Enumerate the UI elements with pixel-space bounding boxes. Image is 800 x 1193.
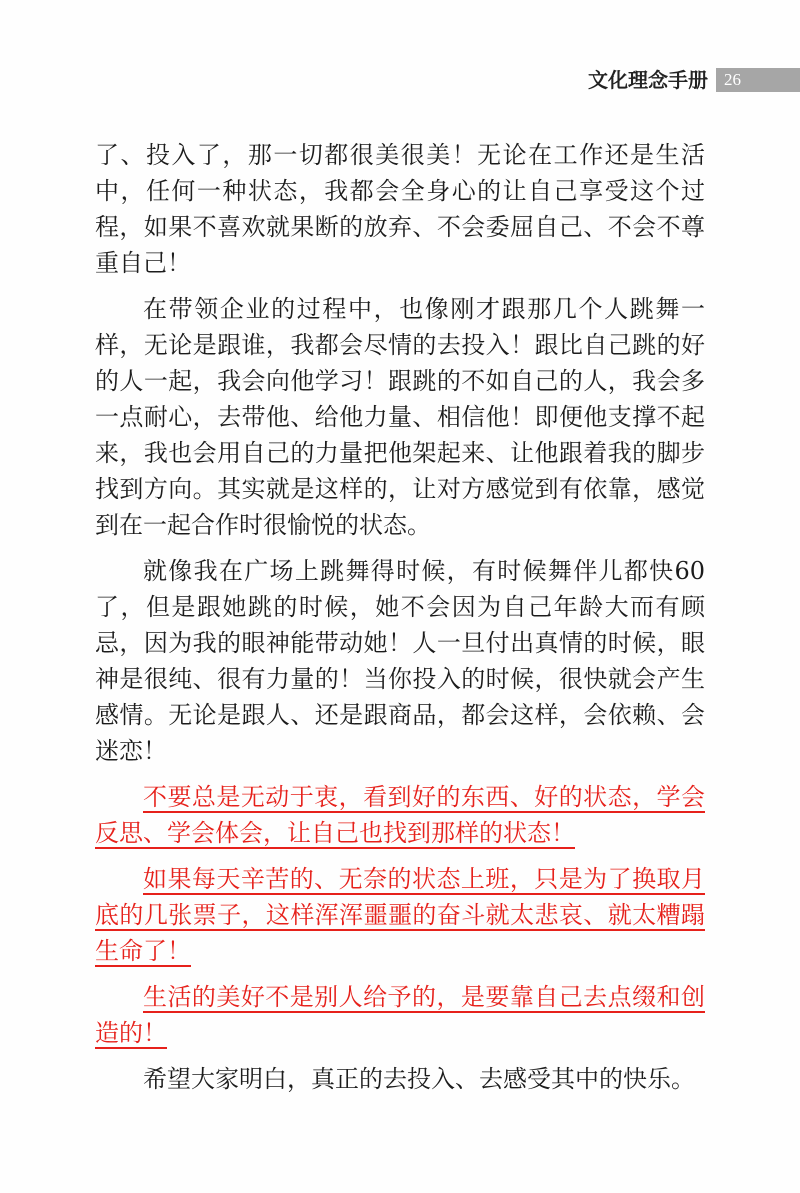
text-line: 的人一起，我会向他学习！跟跳的不如自己的人，我会多 — [95, 367, 705, 395]
paragraph — [95, 1061, 705, 1097]
emphasis-line: 生命了！ — [95, 937, 191, 965]
body-text — [95, 137, 705, 1097]
page-number: 26 — [716, 68, 800, 92]
emphasis-paragraph — [95, 779, 705, 851]
emphasis-paragraph — [95, 861, 705, 969]
text-line: 到在一起合作时很愉悦的状态。 — [95, 511, 431, 539]
text-line: 了、投入了，那一切都很美很美！无论在工作还是生活 — [95, 141, 705, 169]
emphasis-paragraph — [95, 979, 705, 1051]
text-line: 来，我也会用自己的力量把他架起来、让他跟着我的脚步 — [95, 439, 705, 467]
emphasis-line: 反思、学会体会，让自己也找到那样的状态！ — [95, 819, 575, 847]
emphasis-line: 造的！ — [95, 1019, 167, 1047]
paragraph — [95, 137, 705, 281]
text-line: 中，任何一种状态，我都会全身心的让自己享受这个过 — [95, 177, 705, 205]
paragraph — [95, 553, 705, 769]
text-line: 感情。无论是跟人、还是跟商品，都会这样，会依赖、会 — [95, 701, 705, 729]
emphasis-line: 不要总是无动于衷，看到好的东西、好的状态，学会 — [143, 783, 705, 811]
running-header — [0, 68, 800, 92]
text-line: 就像我在广场上跳舞得时候，有时候舞伴儿都快60 — [143, 557, 705, 585]
text-line: 了，但是跟她跳的时候，她不会因为自己年龄大而有顾 — [95, 593, 705, 621]
text-line: 在带领企业的过程中，也像刚才跟那几个人跳舞一 — [143, 295, 705, 323]
text-line: 希望大家明白，真正的去投入、去感受其中的快乐。 — [143, 1065, 695, 1093]
emphasis-line: 底的几张票子，这样浑浑噩噩的奋斗就太悲哀、就太糟蹋 — [95, 901, 705, 929]
text-line: 一点耐心，去带他、给他力量、相信他！即便他支撑不起 — [95, 403, 705, 431]
emphasis-line: 生活的美好不是别人给予的，是要靠自己去点缀和创 — [143, 983, 705, 1011]
text-line: 神是很纯、很有力量的！当你投入的时候，很快就会产生 — [95, 665, 705, 693]
emphasis-line: 如果每天辛苦的、无奈的状态上班，只是为了换取月 — [143, 865, 705, 893]
text-line: 忌，因为我的眼神能带动她！人一旦付出真情的时候，眼 — [95, 629, 705, 657]
paragraph — [95, 291, 705, 543]
text-line: 程，如果不喜欢就果断的放弃、不会委屈自己、不会不尊 — [95, 213, 705, 241]
text-line: 迷恋！ — [95, 737, 167, 765]
book-title: 文化理念手册 — [588, 68, 708, 92]
text-line: 样，无论是跟谁，我都会尽情的去投入！跟比自己跳的好 — [95, 331, 705, 359]
text-line: 找到方向。其实就是这样的，让对方感觉到有依靠，感觉 — [95, 475, 705, 503]
text-line: 重自己！ — [95, 249, 191, 277]
